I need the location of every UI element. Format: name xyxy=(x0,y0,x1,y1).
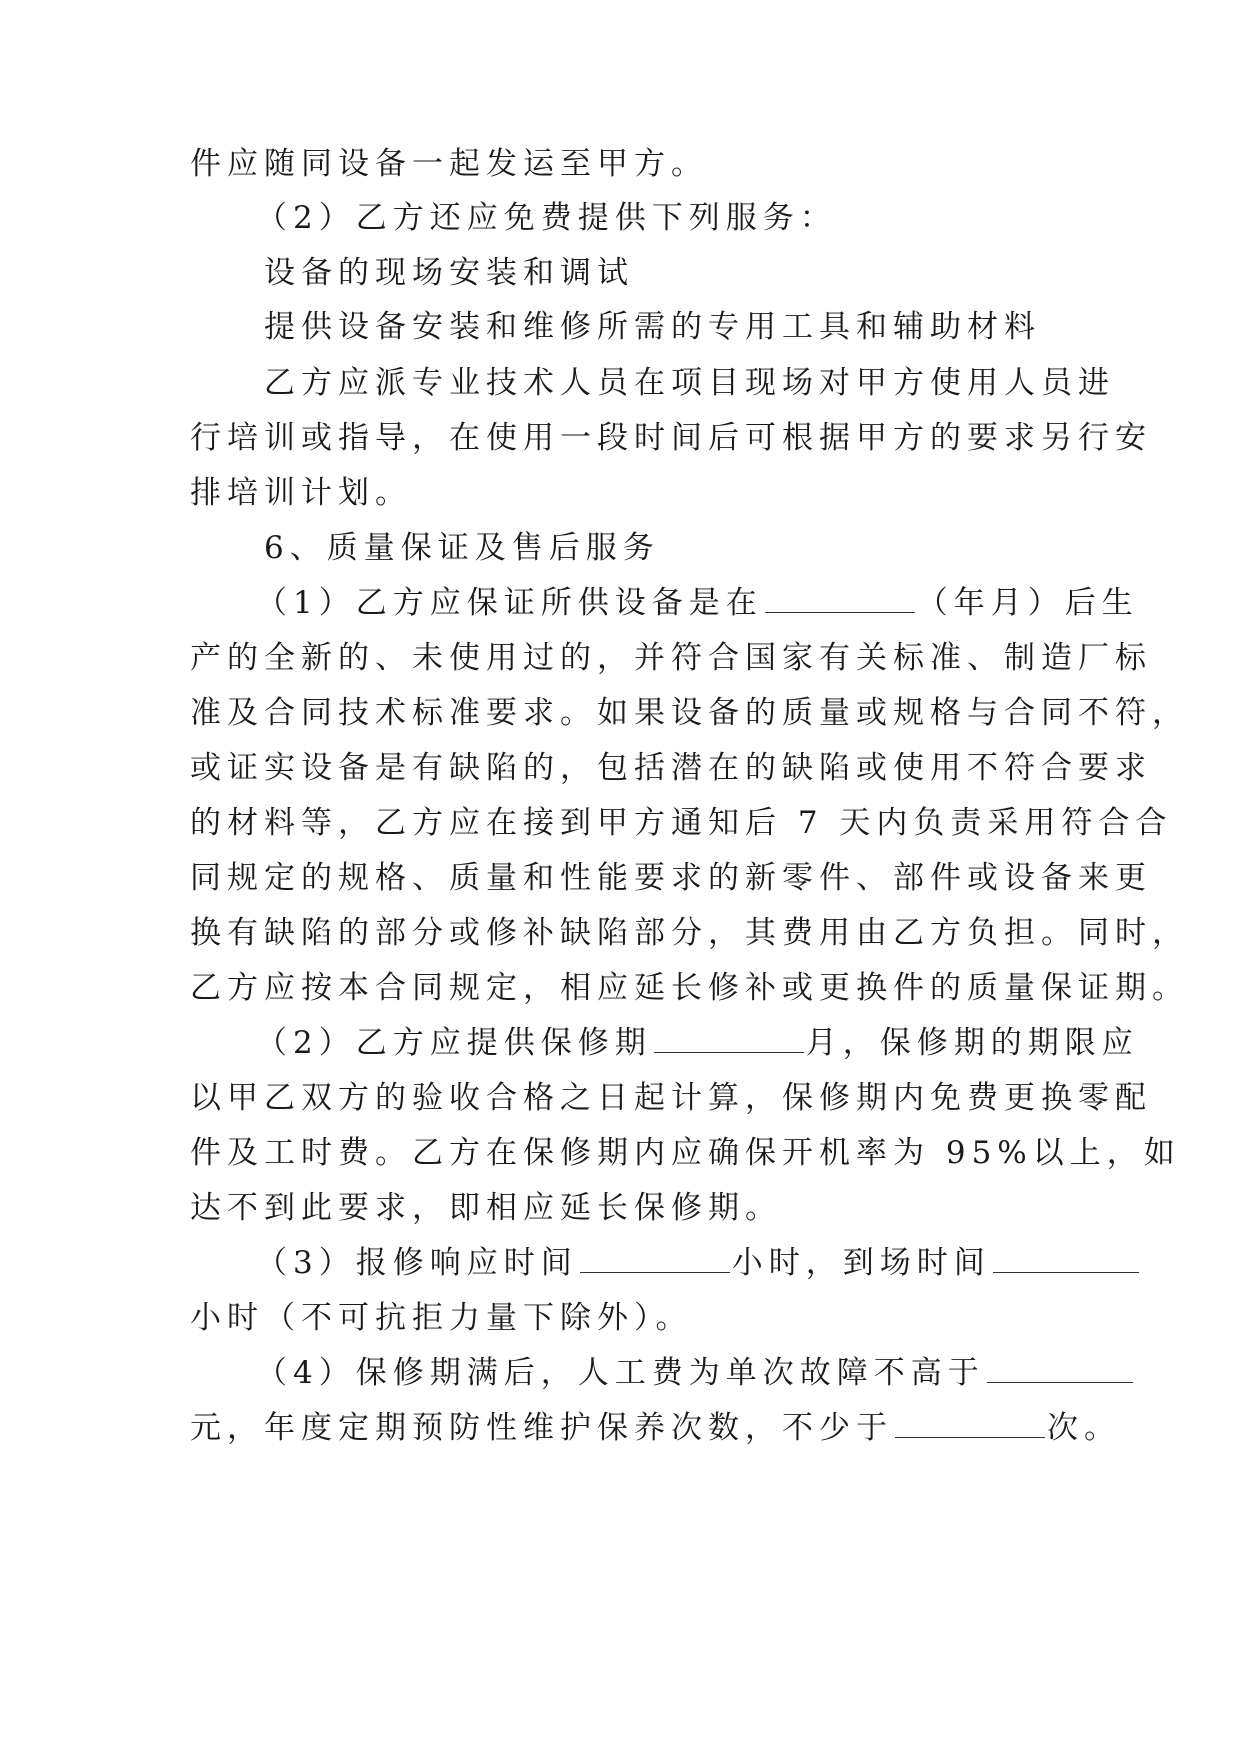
text-segment: （年月）后生 xyxy=(916,585,1139,621)
paragraph-line: 排培训计划。 xyxy=(190,475,412,511)
fill-in-blank xyxy=(765,584,915,613)
paragraph-line: 以甲乙双方的验收合格之日起计算，保修期内免费更换零配 xyxy=(190,1080,1152,1116)
text-segment: 月，保修期的期限应 xyxy=(805,1025,1139,1061)
paragraph-line: 同规定的规格、质量和性能要求的新零件、部件或设备来更 xyxy=(190,860,1152,896)
section-heading: 6、质量保证及售后服务 xyxy=(264,530,660,566)
paragraph-line xyxy=(190,1408,1121,1448)
paragraph-line xyxy=(256,1243,1141,1283)
fill-in-blank xyxy=(654,1024,804,1053)
paragraph-line: 产的全新的、未使用过的，并符合国家有关标准、制造厂标 xyxy=(190,640,1152,676)
paragraph-line xyxy=(256,1353,1135,1393)
paragraph-line: 乙方应派专业技术人员在项目现场对甲方使用人员进 xyxy=(264,365,1115,401)
list-item: 提供设备安装和维修所需的专用工具和辅助材料 xyxy=(264,309,1041,345)
paragraph-line: 件应随同设备一起发运至甲方。 xyxy=(190,146,708,182)
paragraph-line xyxy=(256,1023,1139,1063)
paragraph-line xyxy=(256,583,1139,623)
text-segment: （3）报修响应时间 xyxy=(256,1245,578,1281)
paragraph-line: 的材料等，乙方应在接到甲方通知后 7 天内负责采用符合合 xyxy=(190,805,1173,841)
text-segment: （1）乙方应保证所供设备是在 xyxy=(256,585,763,621)
list-item: 设备的现场安装和调试 xyxy=(264,255,634,291)
text-segment: （4）保修期满后，人工费为单次故障不高于 xyxy=(256,1355,985,1391)
paragraph-line: 或证实设备是有缺陷的，包括潜在的缺陷或使用不符合要求 xyxy=(190,750,1152,786)
text-segment: 次。 xyxy=(1047,1410,1121,1446)
paragraph-line: 小时（不可抗拒力量下除外）。 xyxy=(190,1300,693,1336)
fill-in-blank xyxy=(580,1244,730,1273)
paragraph-line: （2）乙方还应免费提供下列服务： xyxy=(256,200,837,236)
paragraph-line: 件及工时费。乙方在保修期内应确保开机率为 95%以上，如 xyxy=(190,1135,1181,1171)
fill-in-blank xyxy=(993,1244,1139,1273)
paragraph-line: 行培训或指导，在使用一段时间后可根据甲方的要求另行安 xyxy=(190,420,1152,456)
paragraph-line: 乙方应按本合同规定，相应延长修补或更换件的质量保证期。 xyxy=(190,970,1189,1006)
fill-in-blank xyxy=(987,1354,1133,1383)
paragraph-line: 准及合同技术标准要求。如果设备的质量或规格与合同不符， xyxy=(190,695,1189,731)
text-segment: （2）乙方应提供保修期 xyxy=(256,1025,652,1061)
paragraph-line: 达不到此要求，即相应延长保修期。 xyxy=(190,1190,782,1226)
text-segment: 元，年度定期预防性维护保养次数，不少于 xyxy=(190,1410,893,1446)
fill-in-blank xyxy=(895,1409,1045,1438)
text-segment: 小时，到场时间 xyxy=(731,1245,991,1281)
paragraph-line: 换有缺陷的部分或修补缺陷部分，其费用由乙方负担。同时， xyxy=(190,915,1189,951)
